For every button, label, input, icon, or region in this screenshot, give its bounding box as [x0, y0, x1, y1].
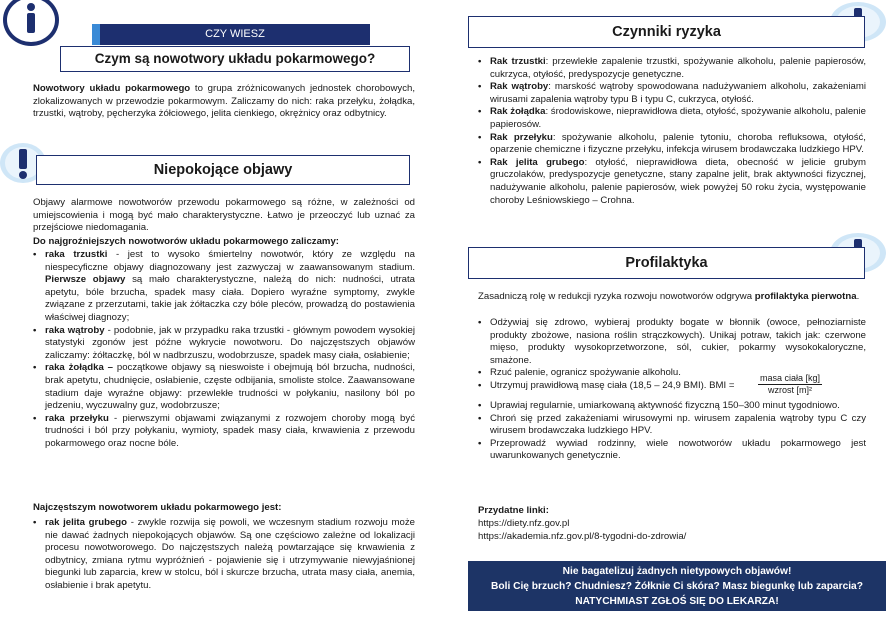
- list-item: • Utrzymuj prawidłową masę ciała (18,5 – 24,9 BMI). BMI = masa ciała [kg] wzrost [m]²: [478, 380, 866, 400]
- list-item: • Rak wątroby: marskość wątroby spowodowana nadużywaniem alkoholu, zakażeniami wirusami zapalenia wątroby typu B i typu C, cukrzyca, otyłość.: [478, 81, 866, 106]
- list-item: • Chroń się przed zakażeniami wirusowymi np. wirusem zapalenia wątroby typu C czy wirusem brodawczaka ludzkiego HPV.: [478, 413, 866, 438]
- section-band-label: CZY WIESZ: [100, 24, 370, 45]
- bmi-formula: masa ciała [kg] wzrost [m]²: [760, 372, 821, 395]
- prevention-list: [478, 317, 866, 463]
- section-title-symptoms: Niepokojące objawy: [36, 155, 410, 185]
- list-item: • rak jelita grubego - zwykle rozwija się powoli, we wczesnym stadium rozwoju może nie dawać żadnych niepokojących objawów. Są one częściowo zależne od lokalizacji procesu nowotworowego. Do najczęstszych należą powtarzające się krwawienia z odbytnicy, zmiana rytmu wypróżnień - pojawienie się i utrzymywanie niewyjaśnionej biegunki lub zaparcia, krew w stolcu, ból i skurcze brzucha, utrata masy ciała, anemia, osłabienie i brak apetytu.: [33, 517, 415, 593]
- list-item: • Rak trzustki: przewlekłe zapalenie trzustki, spożywanie alkoholu, palenie papierosów, cukrzyca, otyłość, predyspozycje genetyczne.: [478, 56, 866, 81]
- prevention-intro: Zasadniczą rolę w redukcji ryzyka rozwoju nowotworów odgrywa profilaktyka pierwotna.: [478, 291, 860, 302]
- intro-rest: to grupa zróżnicowanych jednostek chorobowych, zlokalizowanych w przewodzie pokarmowym. Zaliczamy do nich: raka przełyku, żołądka, trzustki, wątroby, pęcherzyka żółciowego, jelita cienkiego, okrężnicy oraz odbytnicy.: [33, 83, 415, 120]
- banner-line-3: NATYCHMIAST ZGŁOŚ SIĘ DO LEKARZA!: [575, 596, 779, 607]
- list-heading: Do najgroźniejszych nowotworów układu pokarmowego zaliczamy:: [33, 236, 339, 247]
- most-common-list: [33, 517, 415, 593]
- link-diety[interactable]: https://diety.nfz.gov.pl: [478, 518, 570, 529]
- list-item: • raka wątroby - podobnie, jak w przypadku raka trzustki - głównym powodem wysokiej statystyki zgonów jest późne wykrycie nowotworu. Do najczęstszych objawów zaliczamy: żółtaczkę, ból w nadbrzuszu, wodobrzusze, spadek masy ciała, osłabienie;: [33, 325, 415, 363]
- list-item: • Uprawiaj regularnie, umiarkowaną aktywność fizyczną 150–300 minut tygodniowo.: [478, 400, 866, 413]
- list-item: • Rzuć palenie, ogranicz spożywanie alkoholu.: [478, 367, 866, 380]
- list-item: • Przeprowadź wywiad rodzinny, wiele nowotworów układu pokarmowego jest uwarunkowanych genetycznie.: [478, 438, 866, 463]
- list-item: • Odżywiaj się zdrowo, wybieraj produkty bogate w błonnik (owoce, pełnoziarniste produkty zbożowe, nasiona roślin strączkowych). Unikaj potraw, takich jak: czerwone mięso, produkty wysokoprzetworzone, sól, cukier, pokarmy wysokokaloryczne, smażone.: [478, 317, 866, 367]
- list-item: • Rak żołądka: środowiskowe, nieprawidłowa dieta, otyłość, spożywanie alkoholu, palenie papierosów.: [478, 106, 866, 131]
- intro-paragraph: [33, 83, 415, 121]
- banner-line-1: Nie bagatelizuj żadnych nietypowych objawów!: [562, 566, 792, 577]
- most-common-heading: Najczęstszym nowotworem układu pokarmowego jest:: [33, 502, 282, 513]
- list-item: • raka żołądka – początkowe objawy są nieswoiste i obejmują ból brzucha, nudności, brak apetytu, chudnięcie, osłabienie, częste odbijania, smoliste stolce. Zaawansowane stadium daje wyraźne objawy: przewlekłe trudności w połykaniu, nasilony ból po jedzeniu, wyczuwalny guz, wodobrzusze;: [33, 362, 415, 412]
- risk-list: [478, 56, 866, 207]
- info-icon: [2, 0, 60, 46]
- list-item: • raka przełyku - pierwszymi objawami związanymi z rozwojem choroby mogą być trudności i ból przy połykaniu, wymioty, spadek masy ciała, krwawienia z przewodu pokarmowego oraz nocne bóle.: [33, 413, 415, 451]
- intro-bold: Nowotwory układu pokarmowego: [33, 83, 191, 94]
- link-akademia[interactable]: https://akademia.nfz.gov.pl/8-tygodni-do-zdrowia/: [478, 531, 687, 542]
- banner-line-2: Boli Cię brzuch? Chudniesz? Żółknie Ci skóra? Masz biegunkę lub zaparcia?: [491, 581, 863, 592]
- symptoms-intro: Objawy alarmowe nowotworów przewodu pokarmowego są różne, w zależności od umiejscowienia i mogą być mało charakterystyczne. Łatwo je przeoczyć lub uznać za przejściowe niedomagania.: [33, 197, 415, 234]
- links-heading: Przydatne linki:: [478, 505, 549, 516]
- cancer-list: [33, 249, 415, 451]
- list-item: • raka trzustki - jest to wysoko śmiertelny nowotwór, który ze względu na niespecyficzne objawy diagnozowany jest zazwyczaj w zaawansowanym stadium. Pierwsze objawy są mało charakterystyczne, należą do nich: nudności, utrata apetytu, bóle brzucha, spadek masy ciała. Dopiero wyraźne symptomy, zwykle związane z przerzutami, takie jak żółtaczka czy bóle pleców, prowadzą do postawienia właściwej diagnozy;: [33, 249, 415, 325]
- warning-banner: [468, 561, 886, 611]
- list-item: • Rak przełyku: spożywanie alkoholu, palenie tytoniu, choroba refluksowa, otyłość, oparzenie chemiczne i fizyczne przełyku, infekcja wirusem brodawczaka ludzkiego HPV.: [478, 132, 866, 157]
- list-item: • Rak jelita grubego: otyłość, nieprawidłowa dieta, obecność w jelicie grubym gruczolaków, predyspozycje genetyczne, stany zapalne jelit, brak aktywności fizycznej, nadużywanie alkoholu, palenie papierosów, wiek powyżej 50 roku życia, występowanie choroby Leśniowskiego – Crohna.: [478, 157, 866, 207]
- section-title-risk: Czynniki ryzyka: [468, 16, 865, 48]
- section-title-what-are: Czym są nowotwory układu pokarmowego?: [60, 46, 410, 72]
- section-title-prevention: Profilaktyka: [468, 247, 865, 279]
